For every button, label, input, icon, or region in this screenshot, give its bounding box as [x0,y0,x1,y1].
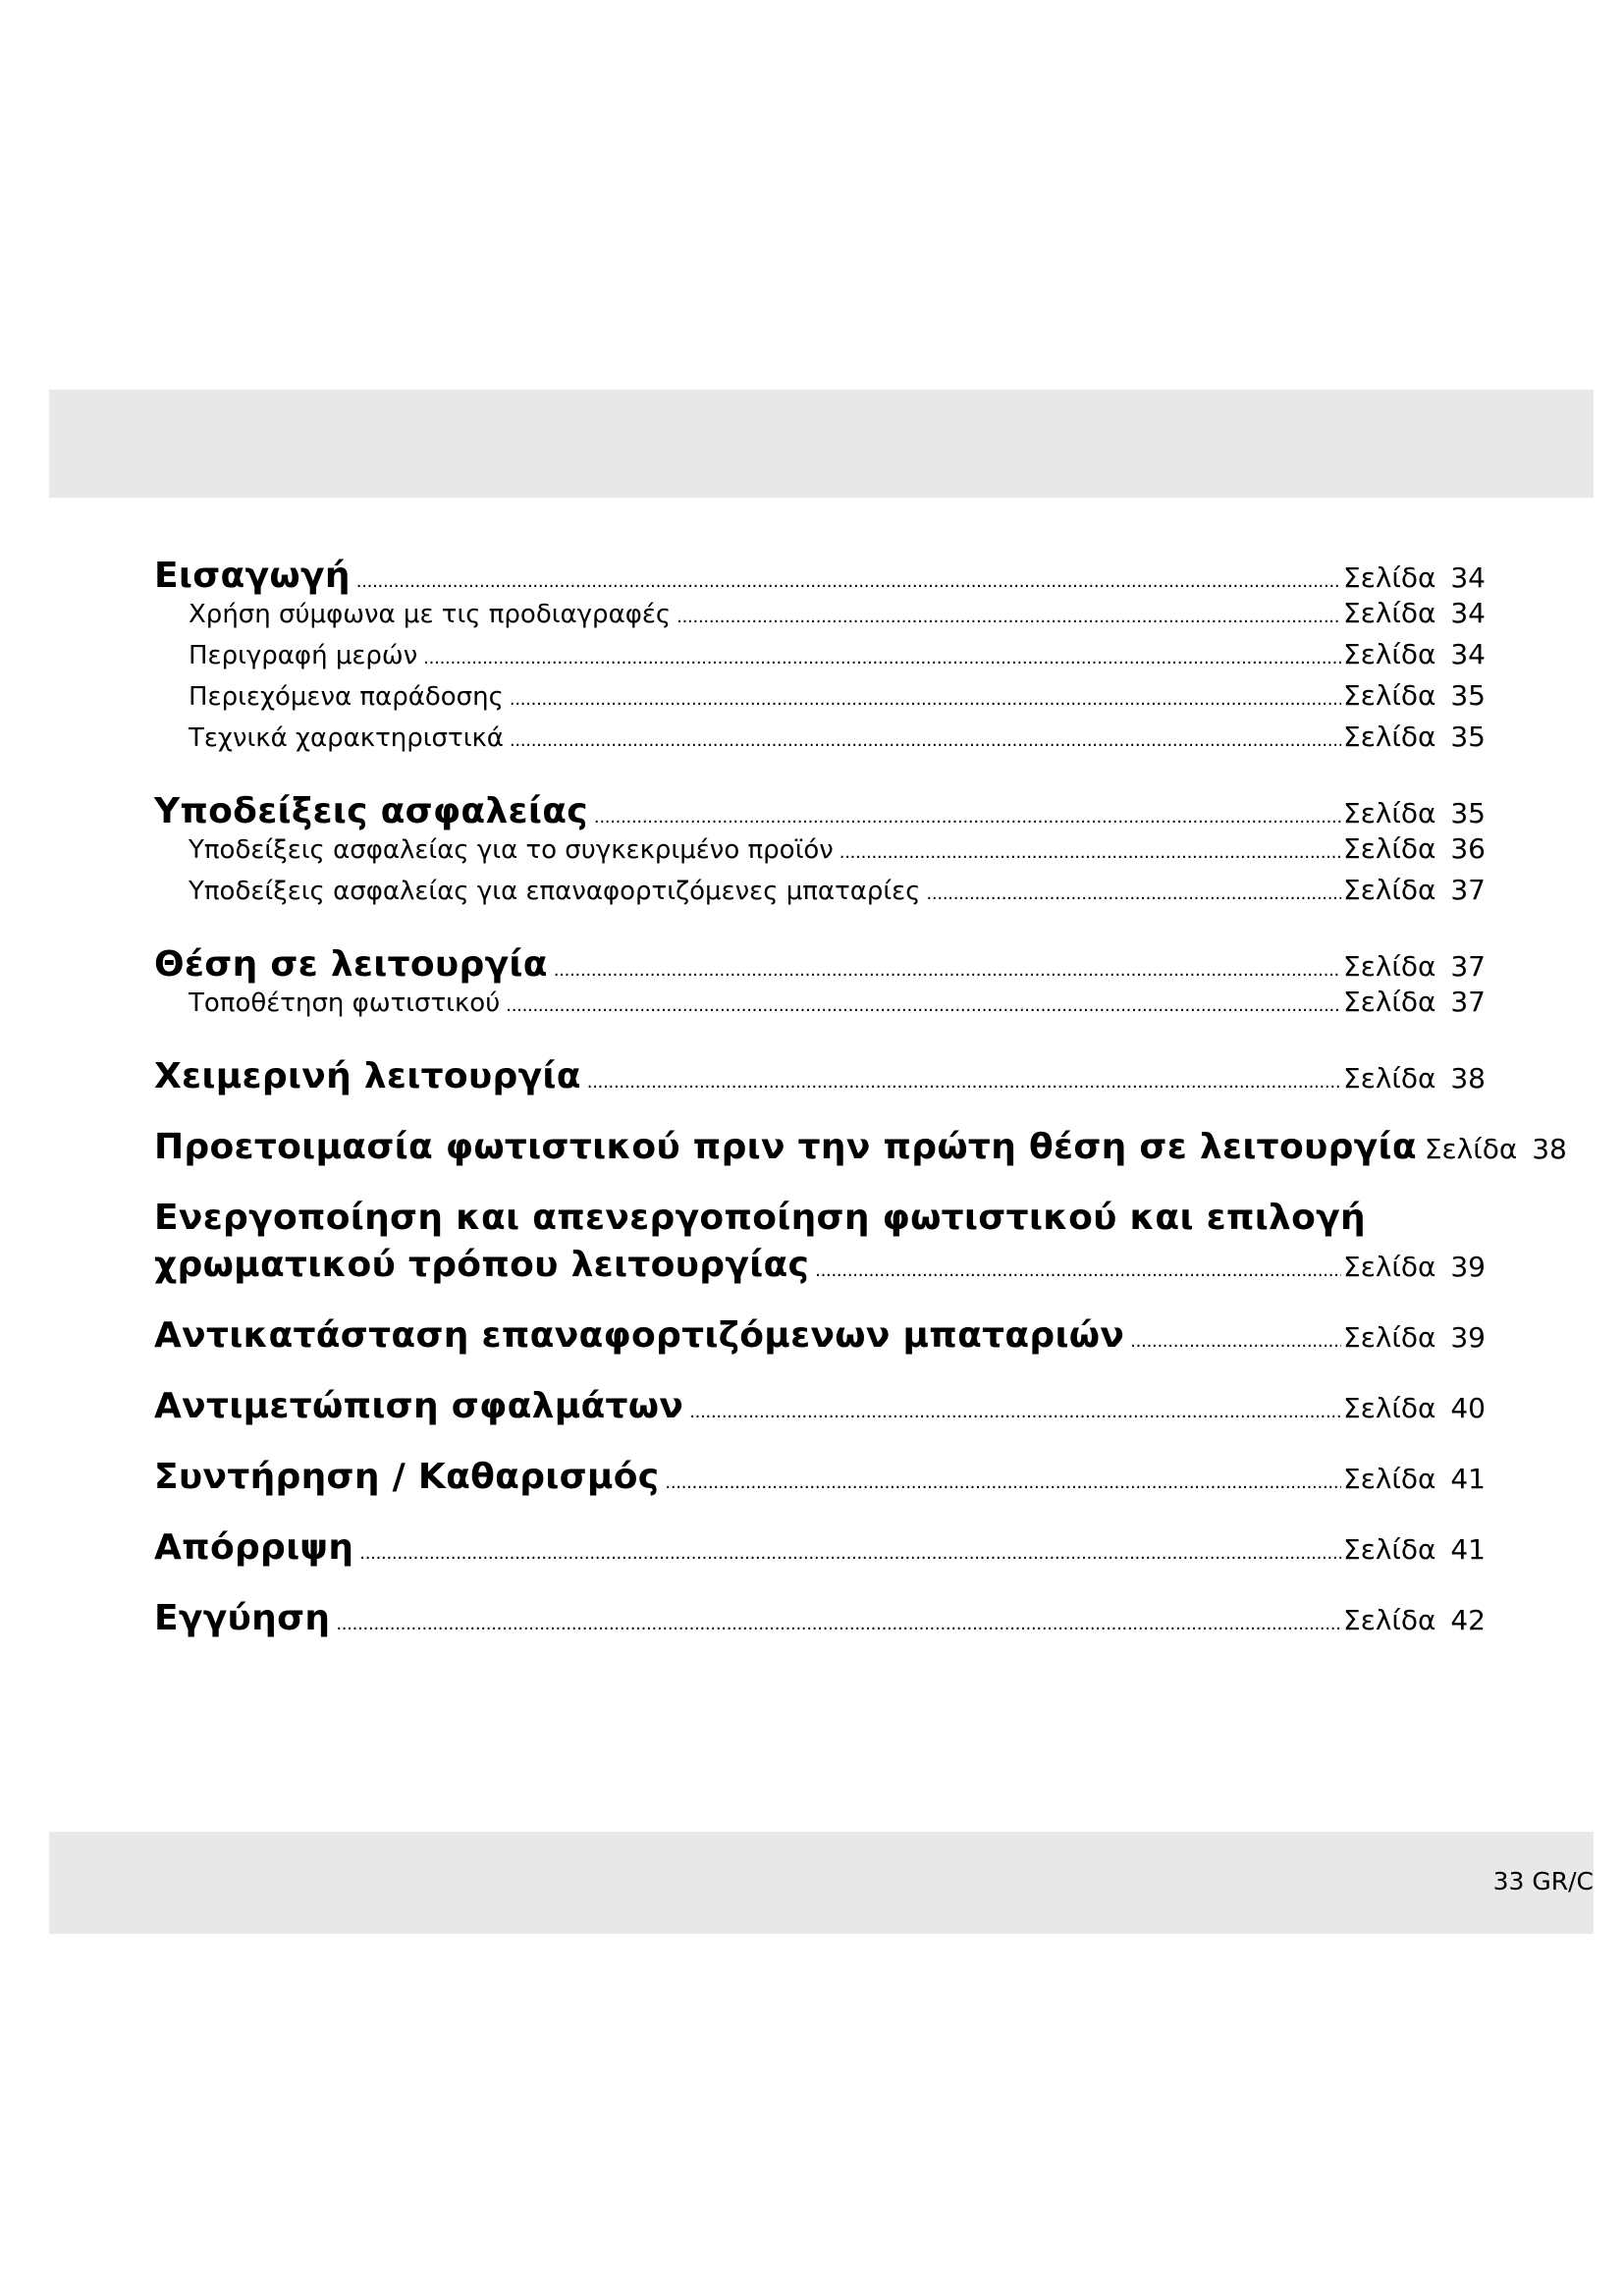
page-ref [1343,1321,1486,1354]
page-ref [1343,1533,1486,1566]
page-number: 39 [1450,1321,1486,1354]
page-label: Σελίδα [1343,986,1436,1018]
page-label: Σελίδα [1343,597,1436,629]
toc-entry-title: Συντήρηση / Καθαρισμός [154,1457,660,1497]
leader-dots [510,730,1341,751]
toc-subentry[interactable] [154,679,1486,721]
page-label: Σελίδα [1343,679,1436,712]
toc-entry-title: Θέση σε λειτουργία [154,944,548,985]
toc-section [154,1056,1486,1097]
toc-subentry[interactable] [154,832,1486,874]
page-number: 41 [1450,1463,1486,1495]
toc-section [154,1598,1486,1639]
page-ref [1343,1251,1486,1283]
toc-entry[interactable] [154,1457,1486,1498]
page-number: 36 [1450,832,1486,865]
page-ref [1343,874,1486,906]
page-ref [1343,832,1486,865]
toc-subentry-title: Χρήση σύμφωνα με τις προδιαγραφές [189,600,672,629]
page-label: Σελίδα [1343,1321,1436,1354]
toc-entry[interactable] [154,944,1486,986]
page-label: Σελίδα [1343,638,1436,670]
toc-subentry-title: Υποδείξεις ασφαλείας για επαναφορτιζόμενες μπαταρίες [189,877,921,906]
toc-subentry[interactable] [154,986,1486,1027]
toc-entry-title: Υποδείξεις ασφαλείας [154,791,588,831]
page-ref [1343,597,1486,629]
page-ref [1343,1604,1486,1636]
toc-entry[interactable] [154,791,1486,832]
leader-dots [839,842,1341,863]
toc-entry-title: Αντιμετώπιση σφαλμάτων [154,1386,684,1426]
page-label: Σελίδα [1343,1604,1436,1636]
toc-entry[interactable] [154,1527,1486,1569]
leader-dots [594,807,1341,828]
page-footer: 33 GR/C [1492,1867,1594,1896]
leader-dots [665,1472,1341,1493]
page-number: 42 [1450,1604,1486,1636]
leader-dots [510,689,1341,710]
page-ref [1343,679,1486,712]
page-ref [1343,986,1486,1018]
page-ref [1343,1392,1486,1424]
toc-subentry[interactable] [154,721,1486,762]
table-of-contents [154,556,1567,1669]
page-number: 35 [1450,679,1486,712]
page-number: 38 [1450,1062,1486,1095]
page-number: 34 [1450,561,1486,594]
page-ref [1343,950,1486,983]
toc-section [154,1527,1486,1569]
page-number: 41 [1450,1533,1486,1566]
leader-dots [587,1072,1341,1093]
leader-dots [506,995,1341,1016]
leader-dots [689,1402,1341,1422]
page-ref [1343,1062,1486,1095]
page-number: 34 [1450,638,1486,670]
page-label: Σελίδα [1424,1133,1518,1165]
page-ref [1425,1133,1567,1165]
toc-entry-title-line2: χρωματικού τρόπου λειτουργίας [154,1245,810,1285]
toc-entry-title-line1: Ενεργοποίηση και απενεργοποίηση φωτιστικού και επιλογή [154,1198,1366,1238]
toc-entry[interactable] [154,1386,1486,1427]
toc-subentry-title: Τεχνικά χαρακτηριστικά [189,723,504,753]
leader-dots [554,960,1341,981]
page-label: Σελίδα [1343,721,1436,753]
page-label: Σελίδα [1343,1463,1436,1495]
toc-entry-title: Χειμερινή λειτουργία [154,1056,581,1096]
toc-section [154,1315,1486,1357]
toc-entry[interactable] [154,1315,1486,1357]
toc-entry[interactable] [154,556,1486,597]
toc-entry-title: Απόρριψη [154,1527,354,1568]
page-label: Σελίδα [1343,950,1436,983]
toc-entry[interactable] [154,1127,1567,1168]
toc-subentry[interactable] [154,638,1486,679]
leader-dots [356,571,1341,592]
page-label: Σελίδα [1343,797,1436,829]
page-label: Σελίδα [1343,561,1436,594]
page-ref [1343,638,1486,670]
leader-dots [926,883,1341,904]
page-number: 39 [1450,1251,1486,1283]
page-ref [1343,721,1486,753]
header-band [49,390,1594,498]
page-number: 40 [1450,1392,1486,1424]
toc-section [154,556,1486,762]
toc-section [154,1457,1486,1498]
toc-subentry[interactable] [154,597,1486,638]
page-number: 35 [1450,797,1486,829]
leader-dots [677,607,1341,627]
page-number: 37 [1450,950,1486,983]
page-number: 37 [1450,874,1486,906]
page-label: Σελίδα [1343,1392,1436,1424]
toc-entry-line[interactable] [154,1198,1486,1245]
page-label: Σελίδα [1343,832,1436,865]
leader-dots [1130,1331,1341,1352]
toc-subentry-title: Τοποθέτηση φωτιστικού [189,988,501,1018]
toc-entry-title: Εισαγωγή [154,556,351,596]
leader-dots [423,648,1341,668]
leader-dots [815,1260,1341,1281]
toc-section [154,791,1486,915]
page-number: 35 [1450,721,1486,753]
footer-band [49,1832,1594,1934]
toc-entry[interactable] [154,1056,1486,1097]
toc-subentry[interactable] [154,874,1486,915]
toc-section [154,1198,1486,1286]
toc-section [154,944,1486,1027]
page-number: 34 [1450,597,1486,629]
toc-subentry-title: Περιεχόμενα παράδοσης [189,682,504,712]
page-ref [1343,1463,1486,1495]
toc-entry[interactable] [154,1598,1486,1639]
page-ref [1343,561,1486,594]
page-label: Σελίδα [1343,874,1436,906]
toc-entry-title: Προετοιμασία φωτιστικού πριν την πρώτη θέση σε λειτουργία [154,1127,1417,1167]
page-number: 37 [1450,986,1486,1018]
toc-section [154,1127,1567,1168]
page-label: Σελίδα [1343,1062,1436,1095]
page-ref [1343,797,1486,829]
toc-entry-title: Αντικατάσταση επαναφορτιζόμενων μπαταριών [154,1315,1125,1356]
toc-entry-title: Εγγύηση [154,1598,331,1638]
leader-dots [359,1543,1341,1564]
toc-entry[interactable] [154,1245,1486,1286]
page-number: 38 [1532,1133,1567,1165]
toc-section [154,1386,1486,1427]
leader-dots [336,1614,1341,1634]
page-label: Σελίδα [1343,1251,1436,1283]
page-label: Σελίδα [1343,1533,1436,1566]
toc-subentry-title: Υποδείξεις ασφαλείας για το συγκεκριμένο προϊόν [189,835,834,865]
toc-subentry-title: Περιγραφή μερών [189,641,418,670]
